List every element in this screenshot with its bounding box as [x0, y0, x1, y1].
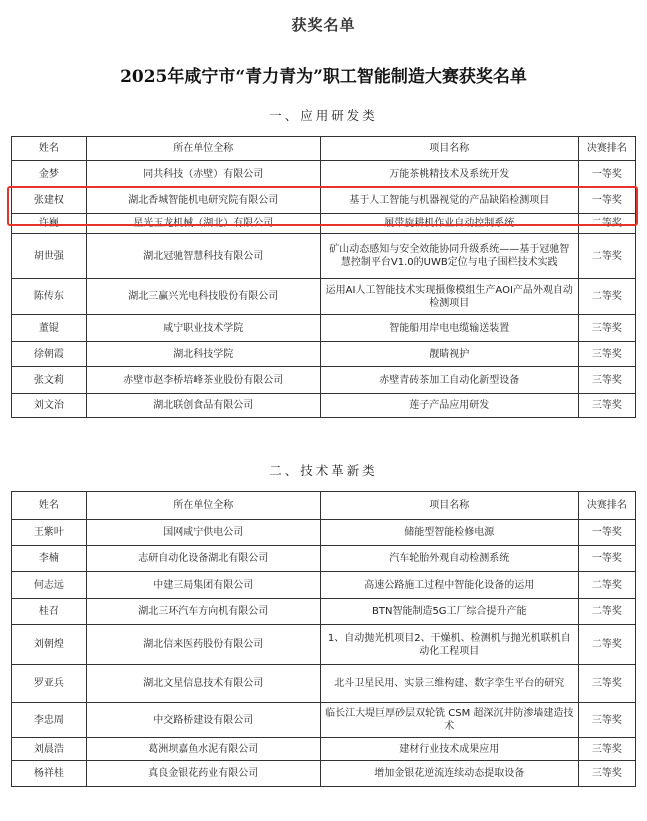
- cell-rank: 三等奖: [578, 665, 635, 703]
- cell-unit: 葛洲坝嘉鱼水泥有限公司: [86, 738, 320, 761]
- cell-rank: 三等奖: [578, 394, 635, 418]
- cell-rank: 三等奖: [578, 738, 635, 761]
- cell-unit: 湖北联创食品有限公司: [86, 394, 320, 418]
- table-row: [12, 572, 636, 599]
- cell-unit: 真良金银花药业有限公司: [86, 761, 320, 787]
- cell-unit: 湖北香城智能机电研究院有限公司: [86, 188, 320, 214]
- document-title: 2025年咸宁市“青力青为”职工智能制造大赛获奖名单: [120, 67, 527, 87]
- cell-project: 履带旋耕机作业自动控制系统: [320, 214, 578, 234]
- cell-rank: 一等奖: [578, 546, 635, 572]
- cell-name: 何志远: [12, 572, 87, 599]
- cell-name: 桂召: [12, 599, 87, 625]
- table-row: [12, 367, 636, 394]
- cell-project: 矿山动态感知与安全效能协同升级系统——基于冠驰智慧控制平台V1.0的UWB定位与电子围栏技术实践: [320, 234, 578, 279]
- table-row: [12, 546, 636, 572]
- cell-unit: 湖北信来医药股份有限公司: [86, 625, 320, 665]
- cell-project: 靓睛视护: [320, 342, 578, 367]
- header-name: 姓名: [12, 492, 87, 520]
- cell-name: 张建权: [12, 188, 87, 214]
- cell-rank: 三等奖: [578, 315, 635, 342]
- cell-project: 建材行业技术成果应用: [320, 738, 578, 761]
- cell-rank: 一等奖: [578, 520, 635, 546]
- cell-rank: 二等奖: [578, 234, 635, 279]
- cell-unit: 志研自动化设备湖北有限公司: [86, 546, 320, 572]
- table-row: [12, 342, 636, 367]
- header-project: 项目名称: [320, 492, 578, 520]
- header-rank: 决赛排名: [578, 492, 635, 520]
- cell-name: 罗亚兵: [12, 665, 87, 703]
- table-row: [12, 738, 636, 761]
- cell-name: 许巍: [12, 214, 87, 234]
- header-project: 项目名称: [320, 137, 578, 161]
- cell-project: 莲子产品应用研发: [320, 394, 578, 418]
- cell-project: 汽车轮胎外观自动检测系统: [320, 546, 578, 572]
- cell-unit: 赤壁市赵李桥培峰茶业股份有限公司: [86, 367, 320, 394]
- cell-name: 李忠周: [12, 703, 87, 738]
- award-table-application: [11, 136, 636, 418]
- header-row: [12, 137, 636, 161]
- table-row: [12, 665, 636, 703]
- cell-project: 高速公路施工过程中智能化设备的运用: [320, 572, 578, 599]
- cell-project: 北斗卫星民用、实景三维构建、数字孪生平台的研究: [320, 665, 578, 703]
- page-title: 获奖名单: [291, 16, 356, 34]
- cell-unit: 湖北冠驰智慧科技有限公司: [86, 234, 320, 279]
- cell-unit: 星光玉龙机械（湖北）有限公司: [86, 214, 320, 234]
- cell-name: 胡世强: [12, 234, 87, 279]
- cell-unit: 中建三局集团有限公司: [86, 572, 320, 599]
- header-rank: 决赛排名: [578, 137, 635, 161]
- table-row: [12, 161, 636, 188]
- cell-rank: 一等奖: [578, 161, 635, 188]
- cell-project: 万能茶桃精技术及系统开发: [320, 161, 578, 188]
- cell-unit: 湖北三环汽车方向机有限公司: [86, 599, 320, 625]
- cell-unit: 湖北三赢兴光电科技股份有限公司: [86, 279, 320, 315]
- cell-name: 张文莉: [12, 367, 87, 394]
- cell-name: 刘朝煌: [12, 625, 87, 665]
- cell-name: 刘文治: [12, 394, 87, 418]
- cell-name: 杨祥桂: [12, 761, 87, 787]
- header-name: 姓名: [12, 137, 87, 161]
- cell-rank: 二等奖: [578, 572, 635, 599]
- cell-rank: 三等奖: [578, 703, 635, 738]
- table-row: [12, 234, 636, 279]
- cell-name: 董锟: [12, 315, 87, 342]
- table-row: [12, 599, 636, 625]
- cell-rank: 三等奖: [578, 342, 635, 367]
- table-row: [12, 315, 636, 342]
- award-table-innovation: [11, 491, 636, 787]
- cell-project: 增加金银花逆流连续动态提取设备: [320, 761, 578, 787]
- cell-rank: 一等奖: [578, 188, 635, 214]
- section-title-application: 一、应用研发类: [269, 108, 378, 123]
- table-row: [12, 703, 636, 738]
- table-row: [12, 761, 636, 787]
- section-title-innovation: 二、技术革新类: [269, 463, 378, 478]
- cell-name: 徐朝霞: [12, 342, 87, 367]
- cell-rank: 三等奖: [578, 761, 635, 787]
- cell-unit: 中交路桥建设有限公司: [86, 703, 320, 738]
- cell-unit: 湖北科技学院: [86, 342, 320, 367]
- cell-project: 运用AI人工智能技术实现摄像模组生产AOI产品外观自动检测项目: [320, 279, 578, 315]
- cell-unit: 同共科技（赤壁）有限公司: [86, 161, 320, 188]
- cell-rank: 二等奖: [578, 599, 635, 625]
- cell-project: 基于人工智能与机器视觉的产品缺陷检测项目: [320, 188, 578, 214]
- cell-name: 王紫叶: [12, 520, 87, 546]
- cell-unit: 咸宁职业技术学院: [86, 315, 320, 342]
- header-unit: 所在单位全称: [86, 137, 320, 161]
- cell-unit: 国网咸宁供电公司: [86, 520, 320, 546]
- header-row: [12, 492, 636, 520]
- cell-name: 刘晨浩: [12, 738, 87, 761]
- cell-project: BTN智能制造5G工厂综合提升产能: [320, 599, 578, 625]
- cell-rank: 二等奖: [578, 279, 635, 315]
- cell-project: 赤壁青砖茶加工自动化新型设备: [320, 367, 578, 394]
- header-unit: 所在单位全称: [86, 492, 320, 520]
- cell-project: 储能型智能检修电源: [320, 520, 578, 546]
- cell-rank: 二等奖: [578, 214, 635, 234]
- cell-name: 陈传东: [12, 279, 87, 315]
- table-row: [12, 394, 636, 418]
- cell-name: 李楠: [12, 546, 87, 572]
- table-row: [12, 279, 636, 315]
- table-row: [12, 520, 636, 546]
- table-row: [12, 214, 636, 234]
- table-row: [12, 188, 636, 214]
- cell-project: 智能船用岸电电缆输送装置: [320, 315, 578, 342]
- cell-rank: 三等奖: [578, 367, 635, 394]
- table-row: [12, 625, 636, 665]
- cell-name: 金梦: [12, 161, 87, 188]
- cell-project: 临长江大堤巨厚砂层双轮铣 CSM 超深沉井防渗墙建造技术: [320, 703, 578, 738]
- cell-rank: 二等奖: [578, 625, 635, 665]
- cell-unit: 湖北文星信息技术有限公司: [86, 665, 320, 703]
- cell-project: 1、自动抛光机项目2、干燥机、检测机与抛光机联机自动化工程项目: [320, 625, 578, 665]
